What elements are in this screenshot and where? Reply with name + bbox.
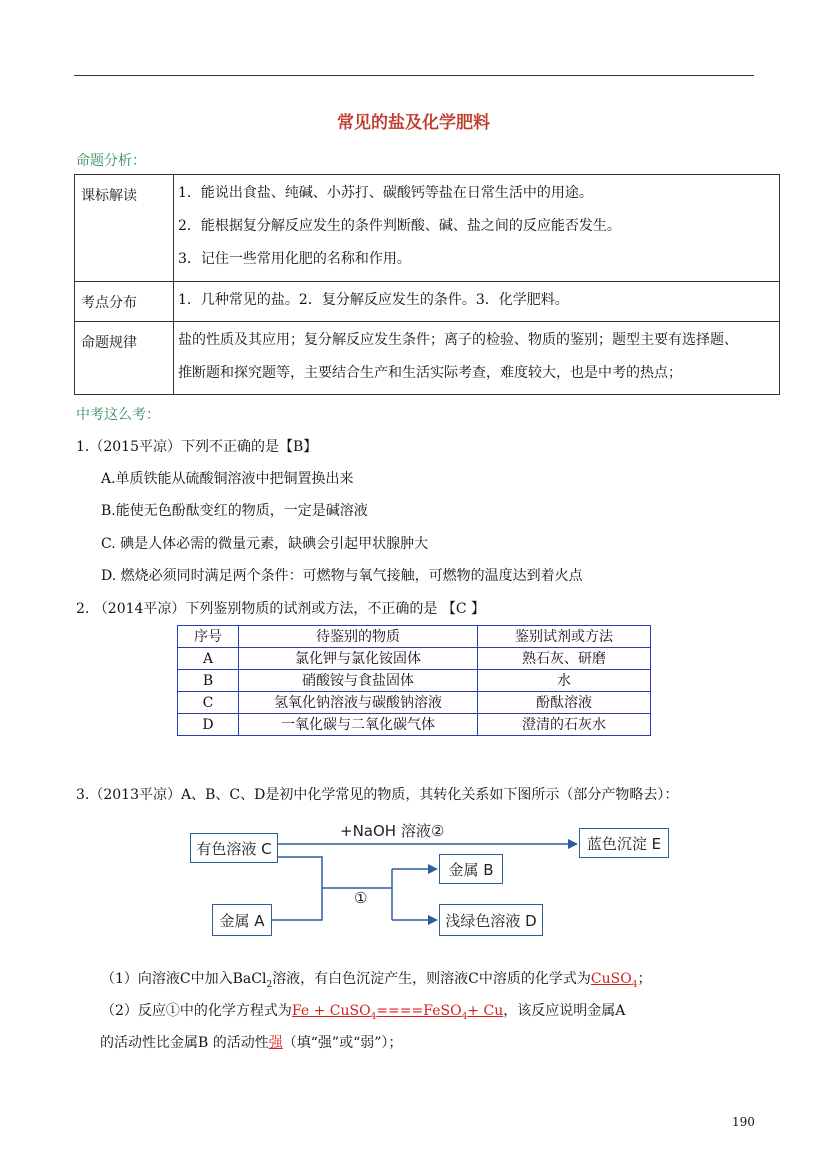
q3-sub1-pre: （1）向溶液C中加入BaCl	[101, 971, 267, 987]
analysis-table	[74, 174, 780, 395]
header-cell: 鉴别试剂或方法	[478, 626, 651, 648]
analysis-heading: 命题分析：	[76, 153, 146, 169]
header-cell: 序号	[178, 626, 239, 648]
q3-sub2-line2-answer: 强	[268, 1035, 283, 1051]
row-line: 盐的性质及其应用；复分解反应发生条件；离子的检验、物质的鉴别；题型主要有选择题、	[178, 332, 738, 348]
table-cell: 氯化钾与氯化铵固体	[239, 648, 478, 670]
q3-sub1-subscript: 2	[266, 979, 273, 990]
connector-c-a	[272, 857, 322, 920]
table-row	[75, 175, 780, 282]
q1-option-b: B.能使无色酚酞变红的物质，一定是碱溶液	[101, 503, 368, 519]
q1-option-d: D. 燃烧必须同时满足两个条件：可燃物与氧气接触，可燃物的温度达到着火点	[101, 568, 583, 584]
q2-table	[177, 625, 651, 736]
table-cell: D	[178, 714, 239, 736]
q3-sub2-pre: （2）反应①中的化学方程式为	[101, 1003, 292, 1019]
table-row	[75, 322, 780, 395]
q3-sub1	[101, 968, 651, 990]
table-cell: 一氧化碳与二氧化碳气体	[239, 714, 478, 736]
q3-sub1-mid: 溶液，有白色沉淀产生，则溶液C中溶质的化学式为	[272, 971, 591, 987]
row-key: 考点分布	[75, 282, 174, 322]
row-key: 命题规律	[75, 322, 174, 395]
table-cell: 熟石灰、研磨	[478, 648, 651, 670]
q3-sub2-answer	[291, 1003, 504, 1022]
row-line: 2．能根据复分解反应发生的条件判断酸、碱、盐之间的反应能否发生。	[178, 218, 621, 234]
row-line: 推断题和探究题等，主要结合生产和生活实际考查，难度较大，也是中考的热点；	[178, 365, 682, 381]
q3-sub2-line2-pre: 的活动性比金属B 的活动性	[100, 1035, 269, 1051]
box-metal-b: 金属 B	[439, 854, 503, 884]
table-cell: B	[178, 670, 239, 692]
page-title: 常见的盐及化学肥料	[337, 113, 490, 133]
box-solution-c: 有色溶液 C	[190, 833, 278, 863]
row-key: 课标解读	[75, 175, 174, 282]
label-naoh: +NaOH 溶液②	[340, 822, 445, 840]
answer-subscript: 4	[631, 979, 638, 990]
eq-sub-a: 4	[370, 1011, 377, 1022]
eq-sub-b: 4	[461, 1011, 468, 1022]
box-precipitate-e: 蓝色沉淀 E	[579, 828, 669, 858]
page-number: 190	[732, 1115, 755, 1129]
box-metal-a: 金属 A	[212, 904, 272, 936]
q3-sub1-answer	[590, 971, 638, 990]
q3-sub2-line2	[100, 1032, 402, 1052]
eq-part-a: Fe + CuSO	[291, 1003, 371, 1019]
q1-option-a: A.单质铁能从硫酸铜溶液中把铜置换出来	[101, 471, 354, 487]
table-row	[178, 692, 651, 714]
eq-part-c: + Cu	[467, 1003, 504, 1019]
header-cell: 待鉴别的物质	[239, 626, 478, 648]
table-header-row	[178, 626, 651, 648]
reaction-diagram	[190, 818, 670, 940]
table-cell: 澄清的石灰水	[478, 714, 651, 736]
table-cell: C	[178, 692, 239, 714]
q3-sub2-line2-end: （填“强”或“弱”）；	[282, 1035, 403, 1051]
q3-stem: 3.（2013平凉）A、B、C、D是初中化学常见的物质，其转化关系如下图所示（部分产物略去）：	[76, 787, 679, 803]
q2-stem: 2. （2014平凉）下列鉴别物质的试剂或方法，不正确的是 【C 】	[76, 601, 486, 617]
q3-sub2	[101, 1000, 625, 1022]
label-reaction-one: ①	[354, 889, 368, 907]
row-value	[174, 175, 780, 282]
row-value	[174, 282, 780, 322]
table-row	[75, 282, 780, 322]
row-value	[174, 322, 780, 395]
box-solution-d: 浅绿色溶液 D	[439, 904, 543, 936]
header-rule	[74, 75, 754, 76]
table-cell: 氢氧化钠溶液与碳酸钠溶液	[239, 692, 478, 714]
q1-stem: 1.（2015平凉）下列不正确的是【B】	[76, 439, 318, 455]
table-row	[178, 714, 651, 736]
eq-part-b: ====FeSO	[376, 1003, 462, 1019]
q3-sub1-end: ；	[637, 971, 652, 987]
row-line: 1．能说出食盐、纯碱、小苏打、碳酸钙等盐在日常生活中的用途。	[178, 185, 593, 201]
q3-sub2-end: ，该反应说明金属A	[503, 1003, 626, 1019]
table-cell: 硝酸铵与食盐固体	[239, 670, 478, 692]
q1-option-c: C. 碘是人体必需的微量元素，缺碘会引起甲状腺肿大	[101, 536, 429, 552]
table-row	[178, 670, 651, 692]
table-cell: 酚酞溶液	[478, 692, 651, 714]
table-row	[178, 648, 651, 670]
answer-formula: CuSO	[590, 971, 632, 987]
exam-heading: 中考这么考：	[76, 407, 160, 423]
table-cell: 水	[478, 670, 651, 692]
row-line: 3．记住一些常用化肥的名称和作用。	[178, 251, 411, 267]
table-cell: A	[178, 648, 239, 670]
row-line: 1．几种常见的盐。2．复分解反应发生的条件。3．化学肥料。	[178, 292, 569, 308]
